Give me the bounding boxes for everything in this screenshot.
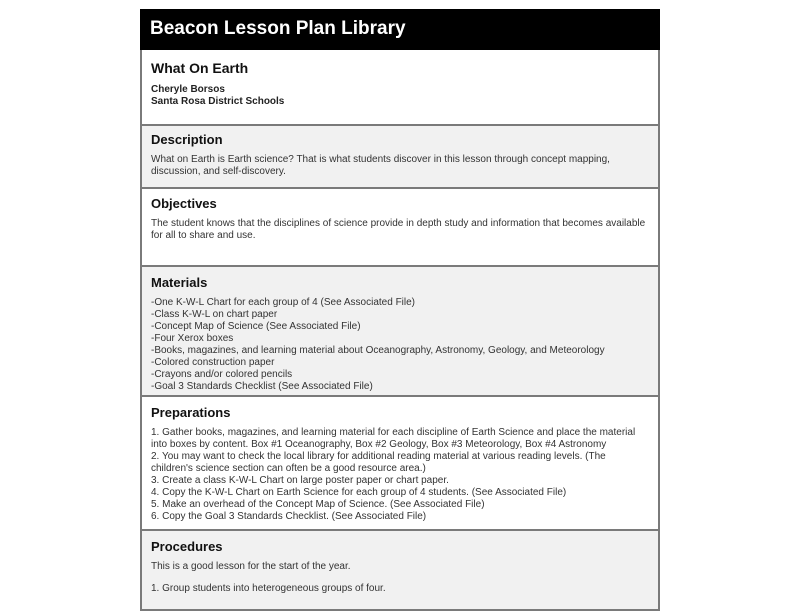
objectives-section	[140, 189, 660, 267]
materials-item: -One K-W-L Chart for each group of 4 (See Associated File)	[151, 297, 416, 308]
materials-item: -Four Xerox boxes	[151, 333, 234, 344]
materials-heading: Materials	[151, 275, 208, 290]
materials-item: -Books, magazines, and learning material about Oceanography, Astronomy, Geology, and Meteorology	[151, 345, 605, 356]
materials-item: -Crayons and/or colored pencils	[151, 369, 293, 380]
lesson-author: Cheryle Borsos	[151, 84, 225, 95]
procedures-heading: Procedures	[151, 539, 223, 554]
lesson-title: What On Earth	[151, 60, 249, 76]
materials-item: -Class K-W-L on chart paper	[151, 309, 278, 320]
preparations-item: 6. Copy the Goal 3 Standards Checklist. (See Associated File)	[151, 511, 427, 522]
procedures-section	[140, 531, 660, 611]
preparations-item: 3. Create a class K-W-L Chart on large poster paper or chart paper.	[151, 475, 449, 486]
description-section	[140, 126, 660, 189]
lesson-plan-page	[140, 9, 660, 611]
preparations-item: 5. Make an overhead of the Concept Map of Science. (See Associated File)	[151, 499, 485, 510]
site-title: Beacon Lesson Plan Library	[150, 18, 406, 39]
preparations-heading: Preparations	[151, 405, 231, 420]
preparations-item: 2. You may want to check the local library for additional reading material at various reading levels. (The children's science section can often be a good resource area.)	[151, 451, 606, 474]
preparations-item: 4. Copy the K-W-L Chart on Earth Science for each group of 4 students. (See Associated File)	[151, 487, 567, 498]
materials-item: -Goal 3 Standards Checklist (See Associated File)	[151, 381, 373, 392]
procedures-item: 1. Group students into heterogeneous groups of four.	[151, 583, 386, 594]
site-banner	[140, 9, 660, 50]
materials-item: -Colored construction paper	[151, 357, 275, 368]
description-text: What on Earth is Earth science? That is what students discover in this lesson through concept mapping, discussion, and self-discovery.	[151, 154, 610, 177]
preparations-item: 1. Gather books, magazines, and learning material for each discipline of Earth Science and place the material into boxes by content. Box #1 Oceanography, Box #2 Geology, Box #3 Meteorology, Box #4 Astronomy	[151, 427, 636, 450]
lesson-header-section	[140, 50, 660, 126]
materials-item: -Concept Map of Science (See Associated File)	[151, 321, 361, 332]
materials-section	[140, 267, 660, 397]
spacer	[151, 573, 649, 583]
preparations-section	[140, 397, 660, 531]
objectives-text: The student knows that the disciplines of science provide in depth study and information that becomes available for all to share and use.	[151, 218, 646, 241]
description-heading: Description	[151, 132, 223, 147]
lesson-school: Santa Rosa District Schools	[151, 96, 285, 107]
objectives-heading: Objectives	[151, 196, 217, 211]
procedures-intro: This is a good lesson for the start of the year.	[151, 561, 351, 572]
